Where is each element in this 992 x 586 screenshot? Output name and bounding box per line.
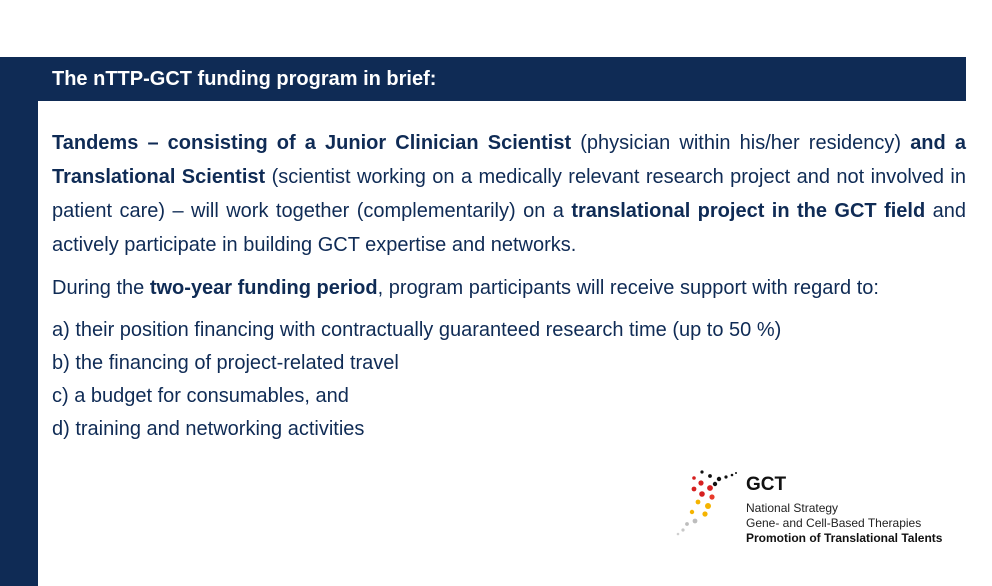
logo-line-therapies: Gene- and Cell-Based Therapies: [746, 516, 922, 530]
support-list: [52, 314, 966, 446]
bold-funding-period: two-year funding period: [149, 277, 378, 299]
header-bar: [0, 57, 966, 101]
logo-line-national-strategy: National Strategy: [746, 501, 839, 515]
list-item: d) training and networking activities: [52, 418, 365, 440]
page-title: The nTTP-GCT funding program in brief:: [52, 68, 437, 90]
bold-translational-project: translational project in the GCT field: [571, 200, 926, 222]
bold-junior-clinician: Tandems – consisting of a Junior Clinician Scientist: [52, 132, 572, 154]
text-scientist-description: (scientist working on a medically relevant research project and not involved in patient care) – will work together (complementarily) on a: [52, 166, 966, 222]
text-during: During the: [52, 277, 150, 299]
text-participate: and actively participate in building GCT expertise and networks.: [52, 200, 967, 256]
gct-dna-logo-icon: [672, 466, 742, 542]
logo-line-promotion: Promotion of Translational Talents: [746, 531, 943, 545]
list-item: c) a budget for consumables, and: [52, 385, 349, 407]
logo-name: GCT: [746, 474, 787, 495]
left-accent-bar: [0, 57, 38, 586]
text-physician: (physician within his/her residency): [571, 132, 911, 154]
bold-translational-scientist: and a Translational Scientist: [52, 132, 966, 188]
list-item: a) their position financing with contractually guaranteed research time (up to 50 %): [52, 319, 782, 341]
list-item: b) the financing of project-related travel: [52, 352, 399, 374]
gct-logo: [672, 466, 972, 546]
funding-period-paragraph: [52, 272, 966, 304]
main-content: [52, 126, 966, 446]
text-support: , program participants will receive support with regard to:: [377, 277, 879, 299]
tandems-paragraph: [52, 126, 966, 262]
